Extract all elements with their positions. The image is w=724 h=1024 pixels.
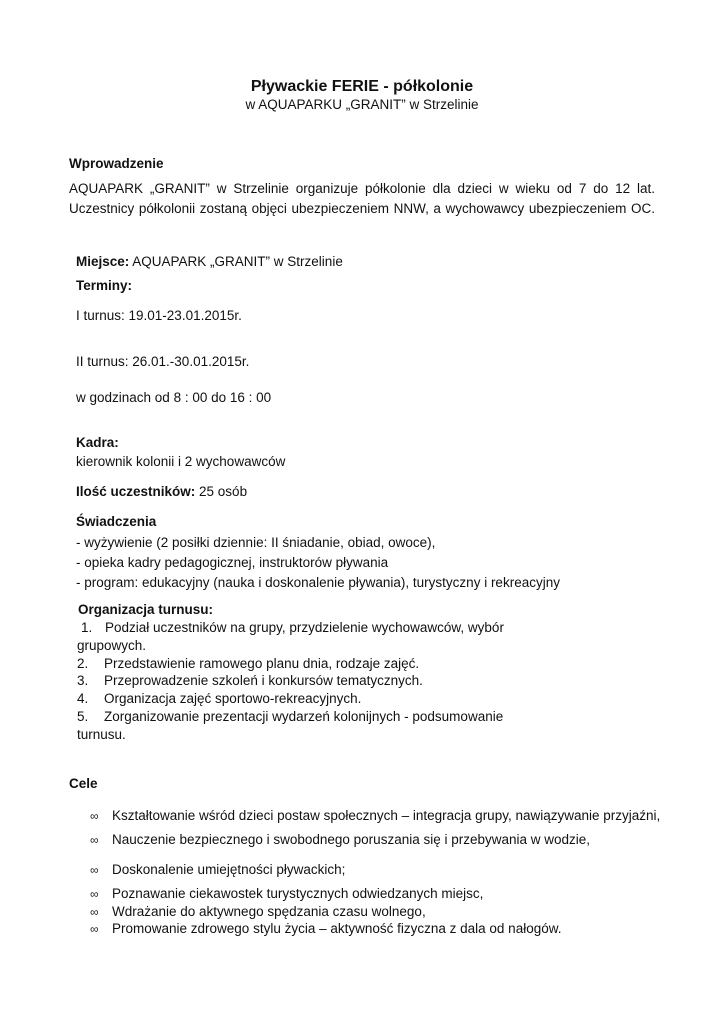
- term-1: I turnus: 19.01-23.01.2015r.: [76, 308, 242, 323]
- infinity-bullet-icon: ∞: [90, 887, 99, 901]
- infinity-bullet-icon: ∞: [90, 833, 99, 847]
- benefit-item: - wyżywienie (2 posiłki dziennie: II śniadanie, obiad, owoce),: [76, 535, 436, 550]
- goal-item: [90, 807, 660, 825]
- organization-item: [77, 690, 361, 708]
- staff-heading: Kadra:: [76, 435, 119, 450]
- infinity-bullet-icon: ∞: [90, 863, 99, 877]
- organization-item-text: Przeprowadzenie szkoleń i konkursów tematycznych.: [104, 673, 423, 688]
- place-label: Miejsce:: [76, 254, 130, 269]
- participants-value: 25 osób: [195, 484, 248, 499]
- goal-text: Kształtowanie wśród dzieci postaw społecznych – integracja grupy, nawiązywanie przyjaźni,: [112, 808, 661, 823]
- organization-item-number: 2.: [77, 656, 89, 671]
- benefit-item: - program: edukacyjny (nauka i doskonalenie pływania), turystyczny i rekreacyjny: [76, 575, 560, 590]
- infinity-bullet-icon: ∞: [90, 922, 99, 936]
- organization-item: [77, 655, 419, 673]
- goal-item: [90, 885, 483, 903]
- organization-item-text: Podział uczestników na grupy, przydzielenie wychowawców, wybór: [105, 620, 504, 635]
- staff-value: kierownik kolonii i 2 wychowawców: [76, 454, 286, 469]
- document-subtitle: w AQUAPARKU „GRANIT” w Strzelinie: [245, 97, 479, 112]
- infinity-bullet-icon: ∞: [90, 809, 99, 823]
- organization-item: [81, 619, 504, 637]
- benefits-heading: Świadczenia: [76, 514, 157, 529]
- terms-heading: Terminy:: [76, 278, 133, 293]
- term-hours: w godzinach od 8 : 00 do 16 : 00: [76, 390, 272, 405]
- goal-text: Doskonalenie umiejętności pływackich;: [112, 862, 346, 877]
- organization-item-continuation: grupowych.: [77, 638, 147, 653]
- goal-text: Nauczenie bezpiecznego i swobodnego poruszania się i przebywania w wodzie,: [112, 832, 591, 847]
- participants-label: Ilość uczestników:: [76, 484, 196, 499]
- document-title: Pływackie FERIE - półkolonie: [250, 78, 474, 95]
- goal-text: Promowanie zdrowego stylu życia – aktywność fizyczna z dala od nałogów.: [112, 921, 562, 936]
- goal-item: [90, 831, 590, 849]
- organization-item: [77, 708, 503, 726]
- goal-item: [90, 920, 561, 938]
- goal-text: Poznawanie ciekawostek turystycznych odwiedzanych miejsc,: [112, 886, 484, 901]
- organization-item-text: Zorganizowanie prezentacji wydarzeń kolonijnych - podsumowanie: [104, 709, 504, 724]
- intro-line-1: AQUAPARK „GRANIT” w Strzelinie organizuje półkolonie dla dzieci w wieku od 7 do 12 lat.: [69, 181, 655, 196]
- organization-item: [77, 672, 423, 690]
- organization-item-text: Przedstawienie ramowego planu dnia, rodzaje zajęć.: [104, 656, 420, 671]
- goal-item: [90, 861, 345, 879]
- goal-item: [90, 903, 426, 921]
- intro-heading: Wprowadzenie: [69, 156, 164, 171]
- organization-item-number: 4.: [77, 691, 89, 706]
- participants-line: [76, 483, 247, 501]
- benefit-item: - opieka kadry pedagogicznej, instruktorów pływania: [76, 555, 389, 570]
- organization-item-number: 3.: [77, 673, 89, 688]
- goals-heading: Cele: [69, 776, 98, 791]
- term-2: II turnus: 26.01.-30.01.2015r.: [76, 354, 250, 369]
- organization-item-number: 5.: [77, 709, 89, 724]
- organization-item-continuation: turnusu.: [77, 727, 126, 742]
- intro-line-2: Uczestnicy półkolonii zostaną objęci ubezpieczeniem NNW, a wychowawcy ubezpieczeniem OC.: [69, 201, 655, 216]
- organization-heading: Organizacja turnusu:: [78, 602, 214, 617]
- infinity-bullet-icon: ∞: [90, 905, 99, 919]
- organization-item-number: 1.: [81, 620, 93, 635]
- organization-item-text: Organizacja zajęć sportowo-rekreacyjnych.: [104, 691, 362, 706]
- goal-text: Wdrażanie do aktywnego spędzania czasu wolnego,: [112, 904, 426, 919]
- place-value: AQUAPARK „GRANIT” w Strzelinie: [129, 254, 343, 269]
- place-line: [76, 253, 343, 271]
